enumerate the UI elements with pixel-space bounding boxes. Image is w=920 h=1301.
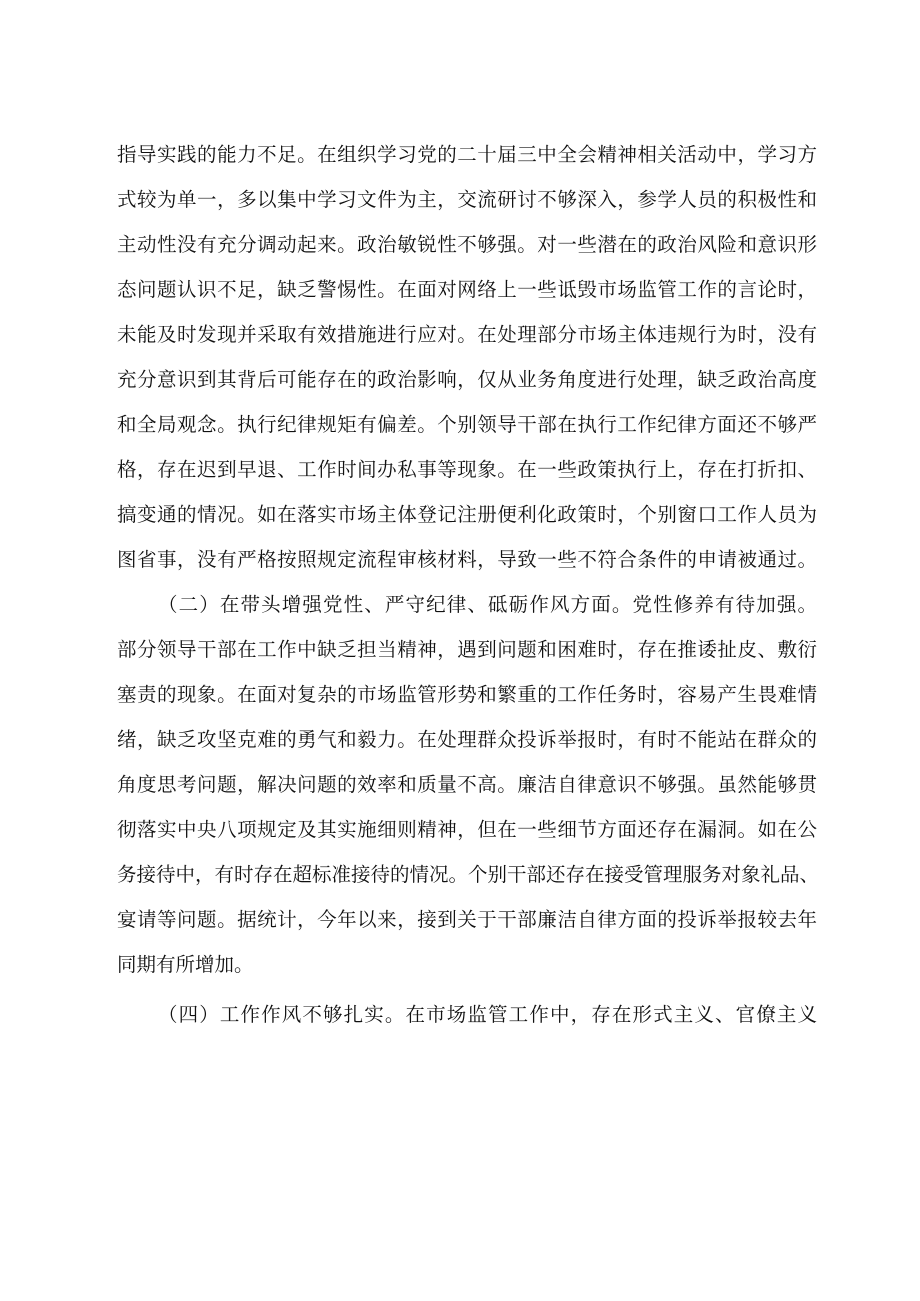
text-line-17: 务接待中，有时存在超标准接待的情况。个别干部还存在接受管理服务对象礼品、: [117, 863, 820, 886]
text-line-9: 搞变通的情况。如在落实市场主体登记注册便利化政策时，个别窗口工作人员为: [117, 503, 817, 526]
section-heading-two: （二）在带头增强党性、严守纪律、砥砺作风方面。党性修养有待加强。: [158, 593, 817, 616]
text-line-1: 指导实践的能力不足。在组织学习党的二十届三中全会精神相关活动中，学习方: [117, 143, 817, 166]
text-line-8: 格，存在迟到早退、工作时间办私事等现象。在一些政策执行上，存在打折扣、: [117, 458, 817, 481]
text-line-16: 彻落实中央八项规定及其实施细则精神，但在一些细节方面还存在漏洞。如在公: [117, 818, 817, 841]
text-line-19: 同期有所增加。: [117, 953, 254, 976]
text-line-15: 角度思考问题，解决问题的效率和质量不高。廉洁自律意识不够强。虽然能够贯: [117, 773, 817, 796]
text-line-4: 态问题认识不足，缺乏警惕性。在面对网络上一些诋毁市场监管工作的言论时，: [117, 278, 817, 301]
text-line-6: 充分意识到其背后可能存在的政治影响，仅从业务角度进行处理，缺乏政治高度: [117, 368, 817, 391]
text-line-10: 图省事，没有严格按照规定流程审核材料，导致一些不符合条件的申请被通过。: [117, 548, 817, 571]
section-heading-four: （四）工作作风不够扎实。在市场监管工作中，存在形式主义、官僚主义: [158, 1003, 817, 1026]
text-line-12: 部分领导干部在工作中缺乏担当精神，遇到问题和困难时，存在推诿扯皮、敷衍: [117, 638, 817, 661]
text-line-5: 未能及时发现并采取有效措施进行应对。在处理部分市场主体违规行为时，没有: [117, 323, 817, 346]
text-line-18: 宴请等问题。据统计，今年以来，接到关于干部廉洁自律方面的投诉举报较去年: [117, 908, 817, 931]
text-line-2: 式较为单一，多以集中学习文件为主，交流研讨不够深入，参学人员的积极性和: [117, 188, 817, 211]
text-line-3: 主动性没有充分调动起来。政治敏锐性不够强。对一些潜在的政治风险和意识形: [117, 233, 817, 256]
text-line-14: 绪，缺乏攻坚克难的勇气和毅力。在处理群众投诉举报时，有时不能站在群众的: [117, 728, 817, 751]
text-line-7: 和全局观念。执行纪律规矩有偏差。个别领导干部在执行工作纪律方面还不够严: [117, 413, 817, 436]
text-line-13: 塞责的现象。在面对复杂的市场监管形势和繁重的工作任务时，容易产生畏难情: [117, 683, 817, 706]
